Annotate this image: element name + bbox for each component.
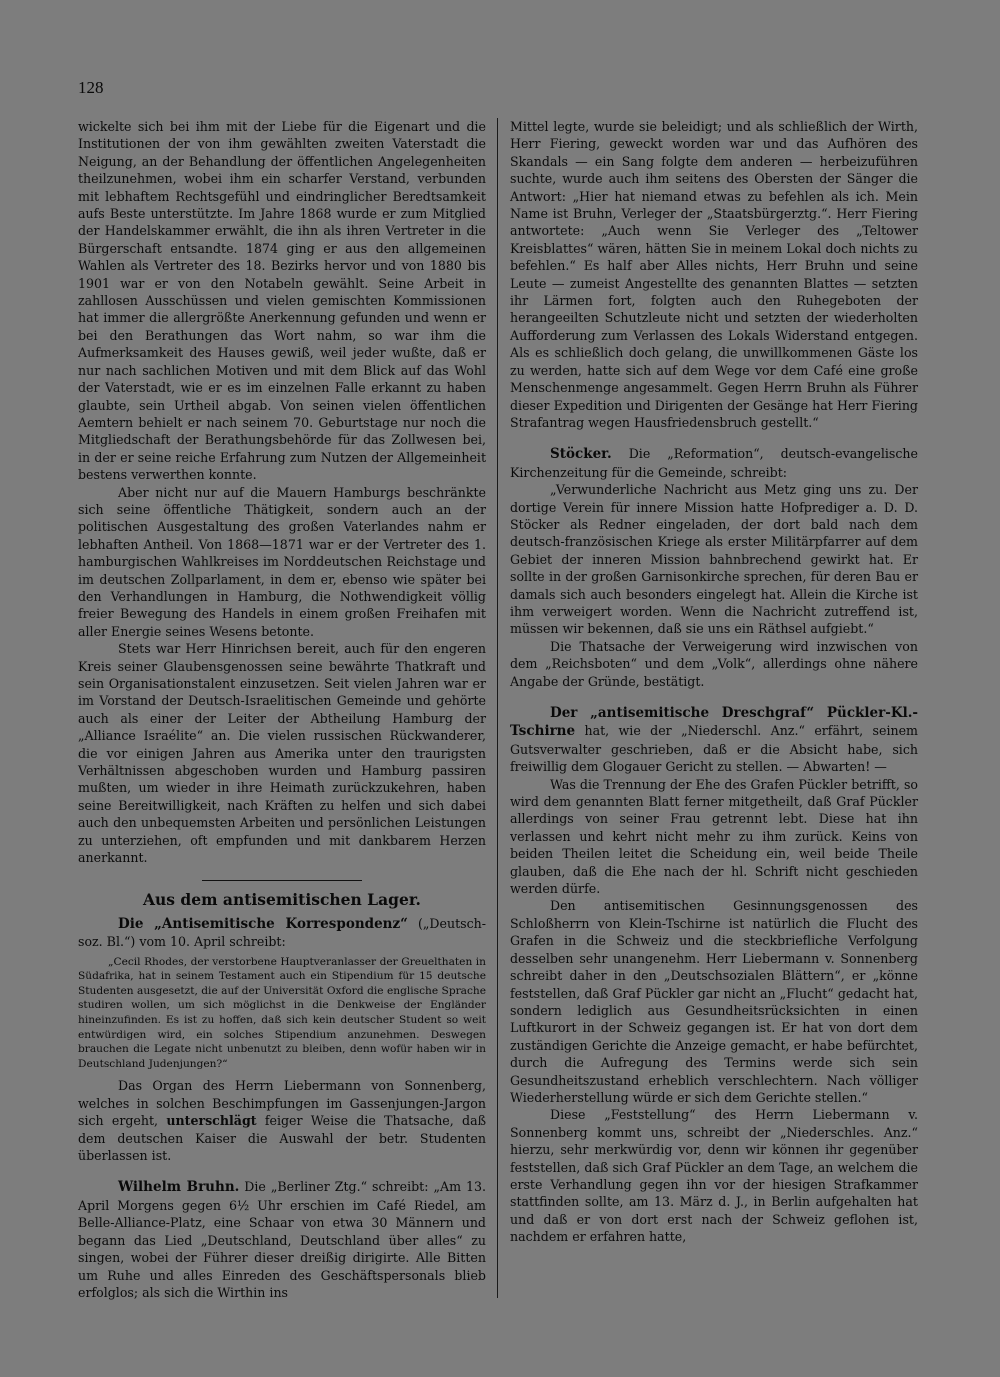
- article-heading: Wilhelm Bruhn.: [118, 1179, 240, 1196]
- text-run: Das Organ des Herrn Liebermann von Sonnenberg, welches in solchen Beschimpfungen im Gassenjungen-Jargon sich ergeht,: [78, 1078, 486, 1129]
- article-heading: Die „Antisemitische Korrespondenz“: [118, 915, 408, 932]
- article-korrespondenz: [78, 915, 486, 951]
- article-heading: Der „antisemitische Dreschgraf“ Pückler-Kl.-Tschirne: [510, 705, 918, 740]
- emphasis-text: unterschlägt: [166, 1113, 257, 1129]
- text-run: feiger Weise die Thatsache, daß dem deutschen Kaiser die Auswahl der betr. Studenten überlassen ist.: [78, 1113, 486, 1164]
- paragraph: wickelte sich bei ihm mit der Liebe für die Eigenart und die Institutionen der von ihm gewählten zweiten Vaterstadt die Neigung, an der Behandlung der öffentlichen Angelegenheiten theilzunehmen, wobei ihm ein scharfer Verstand, verbunden mit lebhaftem Rechtsgefühl und eindringlicher Beredtsamkeit aufs Beste unterstützte. Im Jahre 1868 wurde er zum Mitglied der Handelskammer erwählt, die ihn als ihren Vertreter in die Bürgerschaft entsandte. 1874 ging er aus den allgemeinen Wahlen als Vertreter des 18. Bezirks hervor und von 1880 bis 1901 war er von den Notabeln gewählt. Seine Arbeit in zahllosen Ausschüssen und vielen gemischten Kommissionen hat immer die allergrößte Anerkennung gefunden und wenn er bei den Berathungen das Wort nahm, so war ihm die Aufmerksamkeit des Hauses gewiß, weil jeder wußte, daß er nur nach sachlichen Motiven und mit dem Blick auf das Wohl der Vaterstadt, wie er es im einzelnen Falle erkannt zu haben glaubte, sein Urtheil abgab. Von seinen vielen öffentlichen Aemtern behielt er nach seinem 70. Geburtstage nur noch die Mitgliedschaft der Berathungsbehörde für das Zollwesen bei, in der er seine reiche Erfahrung zum Nutzen der Allgemeinheit bestens verwerthen konnte.: [78, 119, 486, 483]
- paragraph: Die Thatsache der Verweigerung wird inzwischen von dem „Reichsboten“ und dem „Volk“, allerdings ohne nähere Angabe der Gründe, bestätigt.: [510, 638, 918, 689]
- spacer: [510, 431, 918, 445]
- article-pueckler: [510, 704, 918, 776]
- left-column: [78, 118, 486, 1301]
- article-intro: Die „Reformation“, deutsch-evangelische Kirchenzeitung für die Gemeinde, schreibt:: [510, 446, 918, 480]
- paragraph: Stets war Herr Hinrichsen bereit, auch für den engeren Kreis seiner Glaubensgenossen seine bewährte Thatkraft und sein Organisationstalent einzusetzen. Seit vielen Jahren war er im Vorstand der Deutsch-Israelitischen Gemeinde und gehörte auch als einer der Leiter der Abtheilung Hamburg der „Alliance Israélite“ an. Die vielen russischen Rückwanderer, die vor einigen Jahren aus Amerika unter den traurigsten Verhältnissen abgeschoben wurden und Hamburg passiren mußten, um wieder in ihre Heimath zurückzukehren, haben seine Bereitwilligkeit, nach Kräften zu helfen und sich dabei auch den unbequemsten Arbeiten und persönlichen Leistungen zu unterziehen, oft empfunden und mit dankbarem Herzen anerkannt.: [78, 641, 486, 866]
- spacer: [78, 1164, 486, 1178]
- paragraph: [78, 1077, 486, 1164]
- paragraph: Aber nicht nur auf die Mauern Hamburgs beschränkte sich seine öffentliche Thätigkeit, sondern auch an der politischen Ausgestaltung des großen Vaterlandes nahm er lebhaften Antheil. Von 1868—1871 war er der Vertreter des 1. hamburgischen Wahlkreises im Norddeutschen Reichstage und im deutschen Zollparlament, in dem er, ebenso wie später bei den Verhandlungen in Hamburg, die Nothwendigkeit völlig freier Bewegung des Handels in einem großen Freihafen mit aller Energie seines Wesens betonte.: [78, 484, 486, 639]
- paragraph: Diese „Feststellung“ des Herrn Liebermann v. Sonnenberg kommt uns, schreibt der „Niederschles. Anz.“ hierzu, sehr merkwürdig vor, denn wir können ihr gegenüber feststellen, daß sich Graf Pückler an dem Tage, an welchem die erste Verhandlung gegen ihn vor der hiesigen Strafkammer stattfinden sollte, am 13. März d. J., in Berlin aufgehalten hat und daß er von dort erst nach der Schweiz geflohen ist, nachdem er erfahren hatte,: [510, 1107, 918, 1245]
- spacer: [510, 690, 918, 704]
- paragraph: Was die Trennung der Ehe des Grafen Pückler betrifft, so wird dem genannten Blatt ferner mitgetheilt, daß Graf Pückler allerdings von seiner Frau getrennt lebt. Diese hat ihn verlassen und kehrt nicht mehr zu ihm zurück. Keins von beiden Theilen leitet die Scheidung ein, weil beide Theile glauben, daß die Ehe nach der hl. Schrift nicht geschieden werden dürfe.: [510, 776, 918, 897]
- block-quote: „Cecil Rhodes, der verstorbene Hauptveranlasser der Greuelthaten in Südafrika, hat in seinem Testament auch ein Stipendium für 15 deutsche Studenten ausgesetzt, die auf der Universität Oxford die englische Sprache studiren wollen, um sich möglichst in die Denkweise der Engländer hineinzufinden. Es ist zu hoffen, daß sich kein deutscher Student so weit entwürdigen wird, ein solches Stipendium anzunehmen. Deswegen brauchen die Legate nicht unbenutzt zu bleiben, denn wofür haben wir in Deutschland Judenjungen?“: [78, 955, 486, 1070]
- page-number: 128: [78, 78, 104, 97]
- article-text: Die „Berliner Ztg.“ schreibt: „Am 13. April Morgens gegen 6½ Uhr erschien im Café Riedel, am Belle-Alliance-Platz, eine Schaar von etwa 30 Männern und begann das Lied „Deutschland, Deutschland über alles“ zu singen, wobei der Führer dieser dreißig dirigirte. Alle Bitten um Ruhe und alles Einreden des Geschäftspersonals blieb erfolglos; als sich die Wirthin ins: [78, 1179, 487, 1300]
- section-title: Aus dem antisemitischen Lager.: [143, 890, 421, 910]
- right-column: [510, 118, 918, 1246]
- article-heading: Stöcker.: [550, 446, 612, 463]
- article-stoecker: [510, 445, 918, 481]
- column-divider: [497, 118, 498, 1298]
- article-intro: hat, wie der „Niederschl. Anz.“ erfährt, seinem Gutsverwalter geschrieben, daß er die Absicht habe, sich freiwillig dem Glogauer Gericht zu stellen. — Abwarten! —: [510, 723, 918, 775]
- paragraph: Den antisemitischen Gesinnungsgenossen des Schloßherrn von Klein-Tschirne ist natürlich die Flucht des Grafen in die Schweiz und die steckbriefliche Verfolgung desselben sehr unangenehm. Herr Liebermann v. Sonnenberg schreibt daher in den „Deutschsozialen Blättern“, er „könne feststellen, daß Graf Pückler gar nicht an „Flucht“ gedacht hat, sondern lediglich aus Gesundheitsrücksichten in einen Luftkurort in der Schweiz gegangen ist. Er hat von dort dem zuständigen Gerichte die Anzeige gemacht, er habe befürchtet, durch die Aufregung des Termins werde sich sein Gesundheitszustand erheblich verschlechtern. Nach völliger Wiederherstellung würde er sich dem Gerichte stellen.“: [510, 898, 918, 1105]
- article-intro: („Deutsch-soz. Bl.“) vom 10. April schreibt:: [78, 915, 487, 950]
- paragraph: Mittel legte, wurde sie beleidigt; und als schließlich der Wirth, Herr Fiering, geweckt worden war und das Aufhören des Skandals — ein Sang folgte dem anderen — herbeizuführen suchte, wurde auch ihm seitens des Obersten der Sänger die Antwort: „Hier hat niemand etwas zu befehlen als ich. Mein Name ist Bruhn, Verleger der „Staatsbürgerztg.“. Herr Fiering antwortete: „Auch wenn Sie Verleger des „Teltower Kreisblattes“ wären, hätten Sie in meinem Lokal doch nichts zu befehlen.“ Es half aber Alles nichts, Herr Bruhn und seine Leute — zumeist Angestellte des genannten Blattes — setzten ihr Lärmen fort, folgten auch den Ruhegeboten der herangeeilten Schutzleute nicht und setzten der wiederholten Aufforderung zum Verlassen des Lokals Widerstand entgegen. Als es schließlich doch gelang, die unwillkommenen Gäste los zu werden, hatte sich auf dem Wege vor dem Café eine große Menschenmenge angesammelt. Gegen Herrn Bruhn als Führer dieser Expedition und Dirigenten der Gesänge hat Herr Fiering Strafantrag wegen Hausfriedensbruch gestellt.“: [510, 119, 918, 430]
- paragraph: „Verwunderliche Nachricht aus Metz ging uns zu. Der dortige Verein für innere Mission hatte Hofprediger a. D. D. Stöcker als Redner eingeladen, der dort bald nach dem deutsch-französischen Kriege als erster Militärpfarrer auf dem Gebiet der inneren Mission bahnbrechend gewirkt hat. Er sollte in der großen Garnisonkirche sprechen, für deren Bau er damals sich auch besonders eingelegt hat. Allein die Kirche ist ihm verweigert worden. Wenn die Nachricht zutreffend ist, müssen wir bekennen, daß sie uns ein Räthsel aufgiebt.“: [510, 482, 918, 637]
- article-bruhn: [78, 1178, 486, 1301]
- section-divider: [202, 880, 362, 881]
